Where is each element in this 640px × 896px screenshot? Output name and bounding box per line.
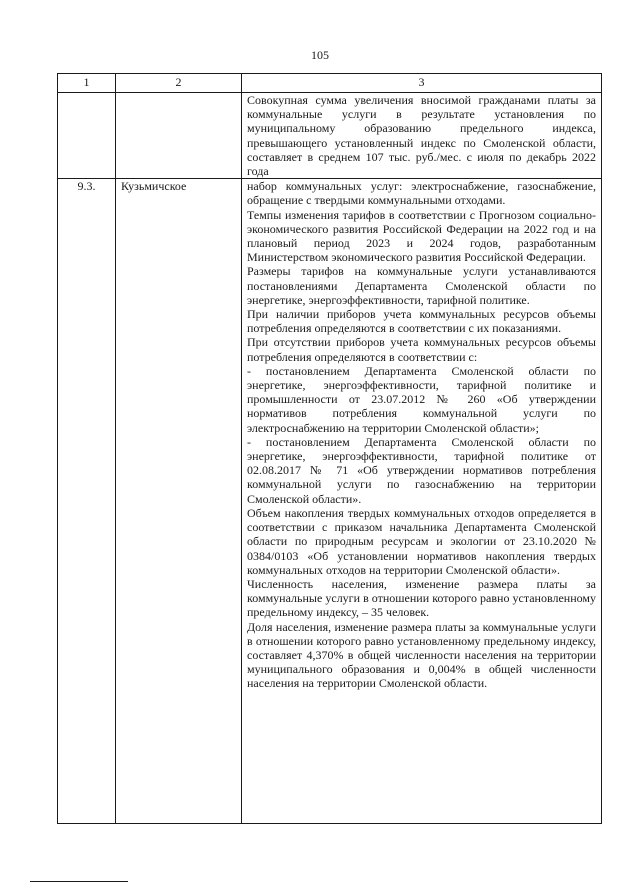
table-row [58, 179, 602, 824]
paragraph-population-count: Численность населения, изменение размера платы за коммунальные услуги в отношении которого равно установленному предельному индексу, – 35 человек. [247, 576, 596, 620]
paragraph-tariff-sizes: Размеры тарифов на коммунальные услуги устанавливаются постановлениями Департамента Смоленской области по энергетике, энергоэффективности, тарифной политике. [247, 264, 596, 307]
column-header-3: 3 [242, 74, 602, 93]
row-description-cell [242, 179, 602, 824]
row-number: 9.3. [58, 179, 116, 824]
footnote-divider [30, 881, 128, 882]
page-number: 105 [311, 48, 329, 62]
continuation-number-cell [58, 93, 116, 179]
row-municipality-name: Кузьмичское [116, 179, 242, 824]
continuation-row [58, 93, 602, 179]
paragraph-tariff-rates: Темпы изменения тарифов в соответствии с Прогнозом социально-экономического развития Российской Федерации на 2022 год и на плановый период 2023 и 2024 годов, разработанным Министерством экономического развития Российской Федерации. [247, 207, 596, 265]
table-header-row [58, 74, 602, 93]
column-header-1: 1 [58, 74, 116, 93]
continuation-paragraph: Совокупная сумма увеличения вносимой гражданами платы за коммунальные услуги в результате установления по муниципальному образованию предельного индекса, превышающего установленный индекс по Смоленской области, составляет в среднем 107 тыс. руб./мес. с июля по декабрь 2022 года [247, 93, 596, 179]
column-header-2: 2 [116, 74, 242, 93]
paragraph-meters-present: При наличии приборов учета коммунальных ресурсов объемы потребления определяются в соответствии с их показаниями. [247, 307, 596, 336]
continuation-name-cell [116, 93, 242, 179]
paragraph-meters-absent: При отсутствии приборов учета коммунальных ресурсов объемы потребления определяются в соответствии с: [247, 335, 596, 364]
paragraph-electricity-norms: - постановлением Департамента Смоленской области по энергетике, энергоэффективности, тарифной политике и промышленности от 23.07.2012 № 260 «Об утверждении нормативов потребления коммунальной услуги по электроснабжению на территории Смоленской области»; [247, 363, 596, 435]
paragraph-waste-norms: Объем накопления твердых коммунальных отходов определяется в соответствии с приказом начальника Департамента Смоленской области по природным ресурсам и экологии от 23.10.2020 № 0384/0103 «Об установлении нормативов накопления твердых коммунальных отходов на территории Смоленской области». [247, 505, 596, 577]
paragraph-population-share: Доля населения, изменение размера платы за коммунальные услуги в отношении которого равно установленному предельному индексу, составляет 4,370% в общей численности населения на территории муниципального образования и 0,004% в общей численности населения на территории Смоленской области. [247, 619, 596, 691]
paragraph-gas-norms: - постановлением Департамента Смоленской области по энергетике, энергоэффективности, тарифной политике от 02.08.2017 № 71 «Об утверждении нормативов потребления коммунальной услуги по газоснабжению на территории Смоленской области». [247, 434, 596, 506]
document-table [57, 73, 602, 824]
continuation-text-cell [242, 93, 602, 179]
paragraph-services: набор коммунальных услуг: электроснабжение, газоснабжение, обращение с твердыми коммунальными отходами. [247, 179, 596, 208]
